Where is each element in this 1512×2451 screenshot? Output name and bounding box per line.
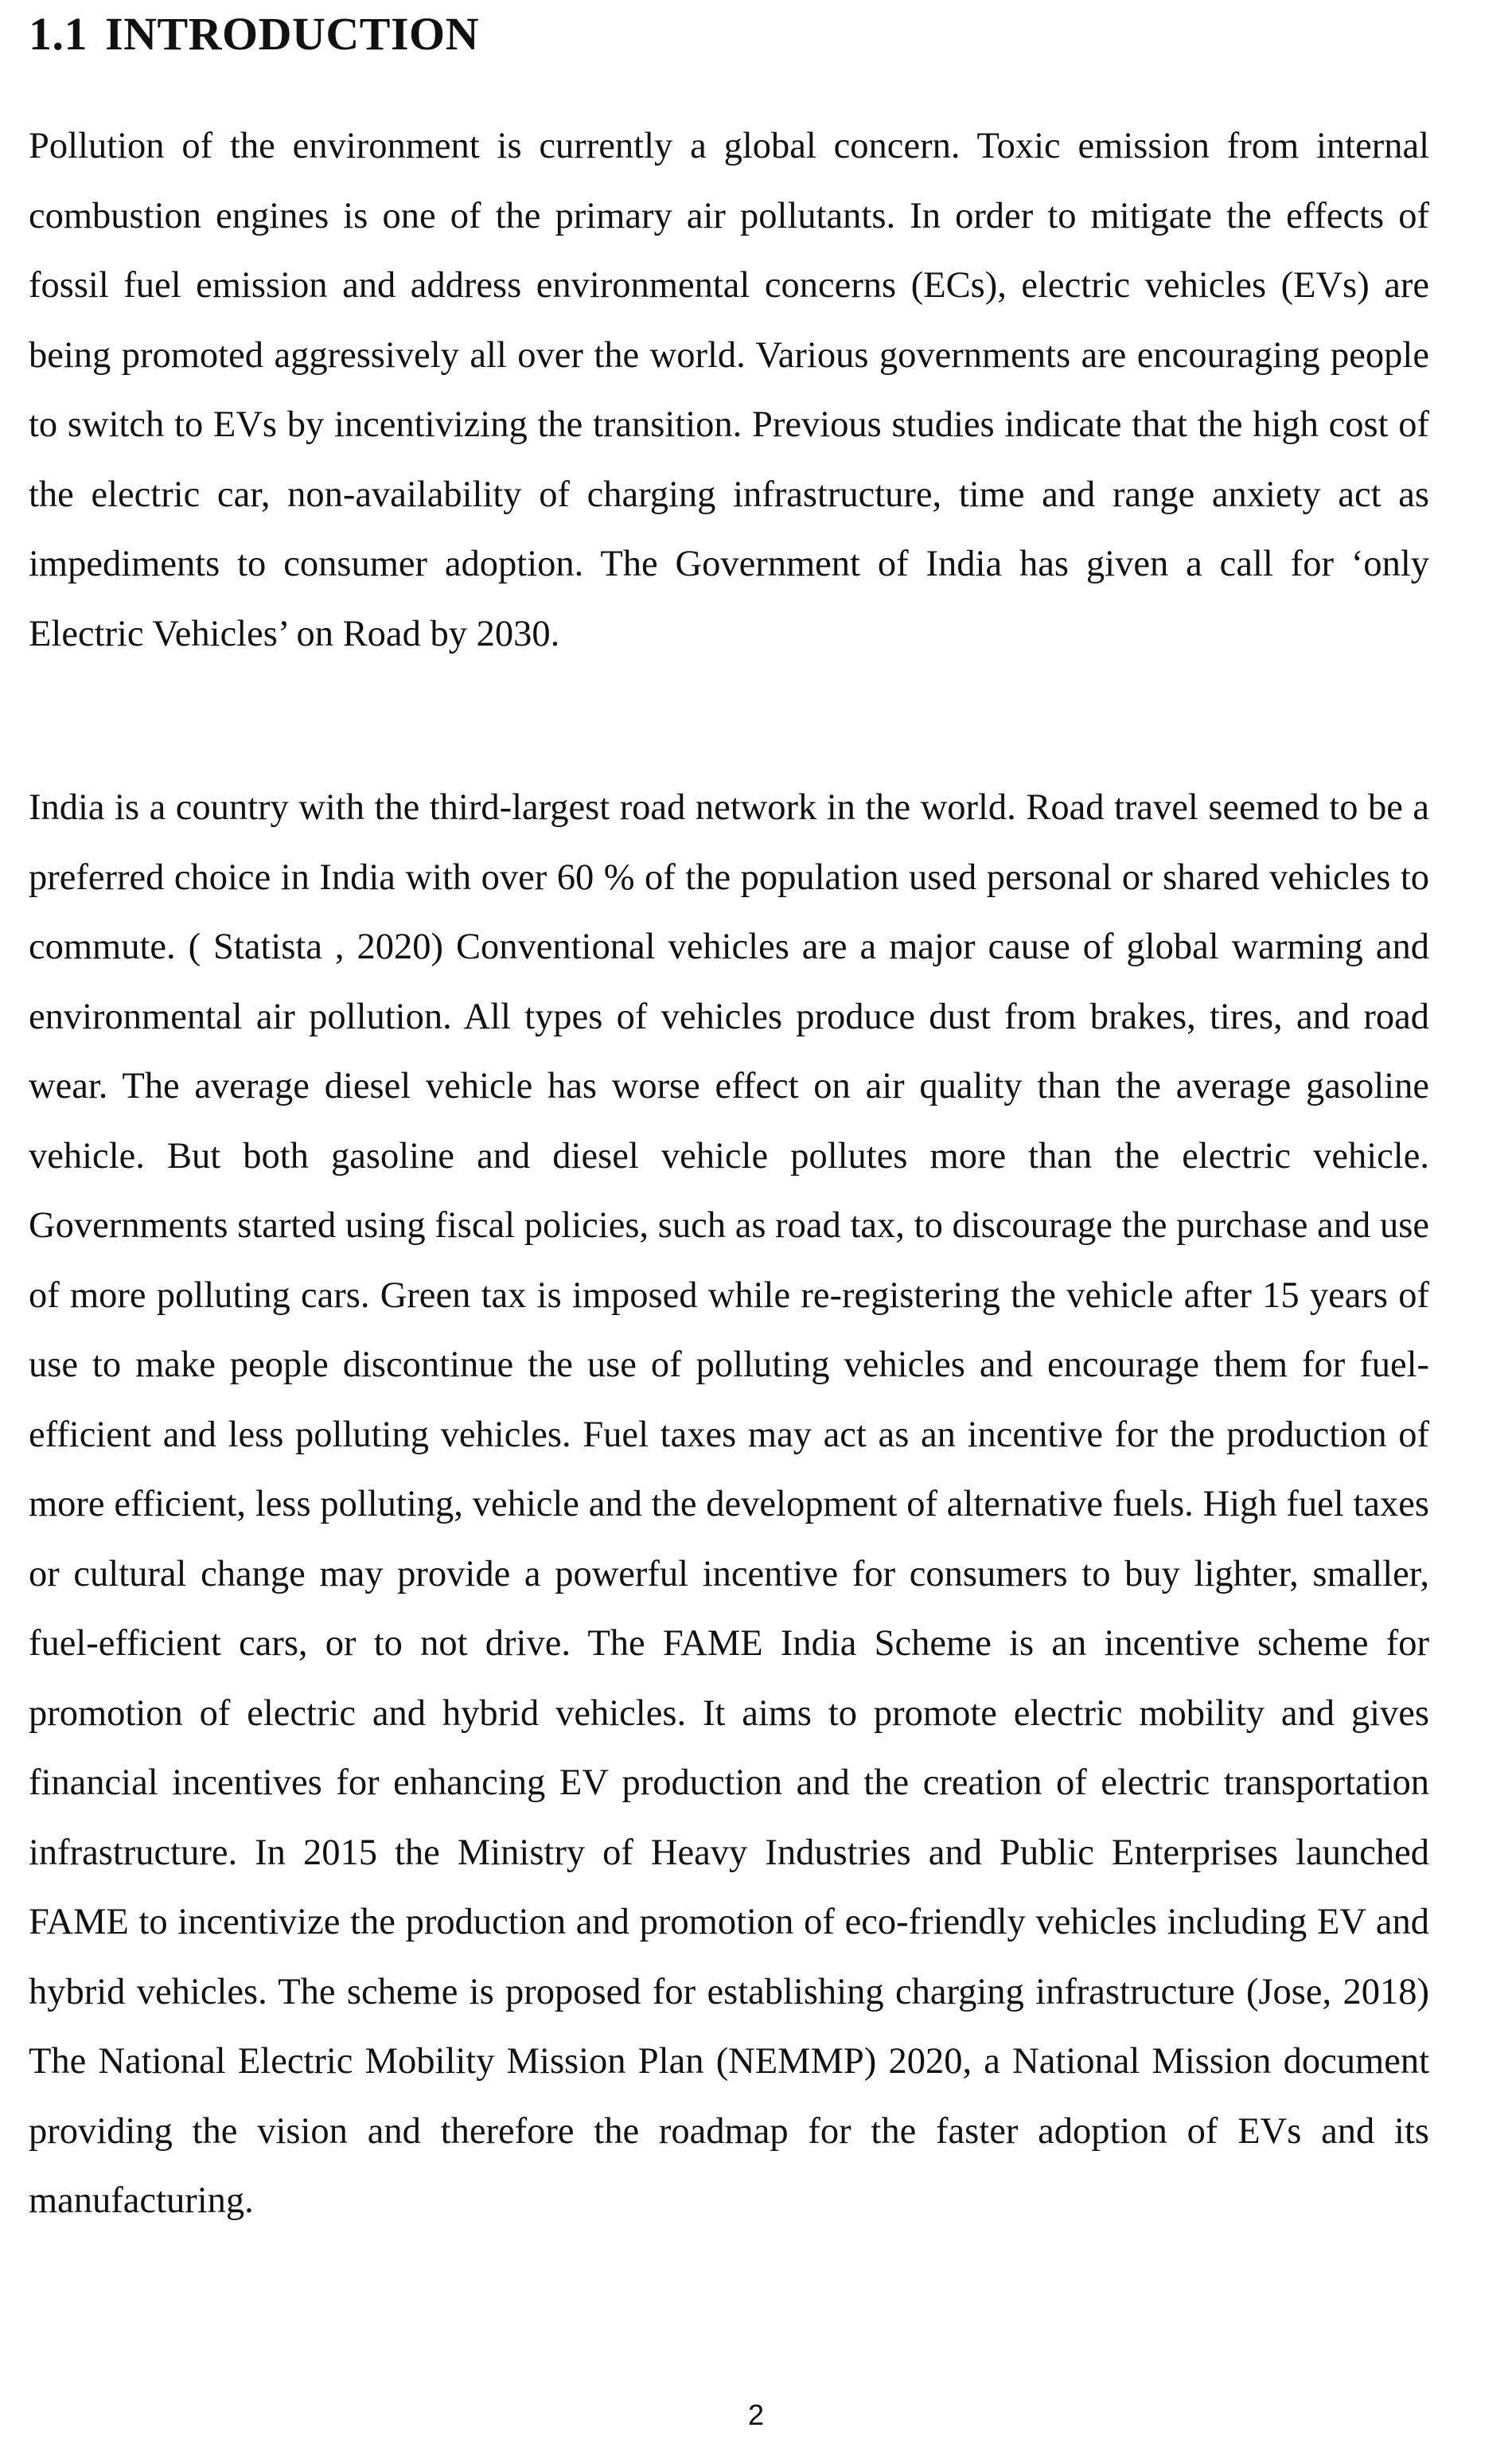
section-heading — [29, 6, 479, 62]
paragraph-1: Pollution of the environment is currently a global concern. Toxic emission from internal combustion engines is one of the primary air pollutants. In order to mitigate the effects of fossil fuel emission and address environmental concerns (ECs), electric vehicles (EVs) are being promoted aggressively all over the world. Various governments are encouraging people to switch to EVs by incentivizing the transition. Previous studies indicate that the high cost of the electric car, non-availability of charging infrastructure, time and range anxiety act as impediments to consumer adoption. The Government of India has given a call for ‘only Electric Vehicles’ on Road by 2030. — [29, 126, 1429, 654]
section-number: 1.1 — [29, 8, 88, 60]
section-title: INTRODUCTION — [105, 8, 480, 60]
paragraph-2: India is a country with the third-largest road network in the world. Road travel seemed to be a preferred choice in India with over 60 % of the population used personal or shared vehicles to commute. ( Statista , 2020) Conventional vehicles are a major cause of global warming and environmental air pollution. All types of vehicles produce dust from brakes, tires, and road wear. The average diesel vehicle has worse effect on air quality than the average gasoline vehicle. But both gasoline and diesel vehicle pollutes more than the electric vehicle. Governments started using fiscal policies, such as road tax, to discourage the purchase and use of more polluting cars. Green tax is imposed while re-registering the vehicle after 15 years of use to make people discontinue the use of polluting vehicles and encourage them for fuel-efficient and less polluting vehicles. Fuel taxes may act as an incentive for the production of more efficient, less polluting, vehicle and the development of alternative fuels. High fuel taxes or cultural change may provide a powerful incentive for consumers to buy lighter, smaller, fuel-efficient cars, or to not drive. The FAME India Scheme is an incentive scheme for promotion of electric and hybrid vehicles. It aims to promote electric mobility and gives financial incentives for enhancing EV production and the creation of electric transportation infrastructure. In 2015 the Ministry of Heavy Industries and Public Enterprises launched FAME to incentivize the production and promotion of eco-friendly vehicles including EV and hybrid vehicles. The scheme is proposed for establishing charging infrastructure (Jose, 2018) The National Electric Mobility Mission Plan (NEMMP) 2020, a National Mission document providing the vision and therefore the roadmap for the faster adoption of EVs and its manufacturing. — [29, 787, 1429, 2221]
page-number: 2 — [747, 2398, 765, 2431]
